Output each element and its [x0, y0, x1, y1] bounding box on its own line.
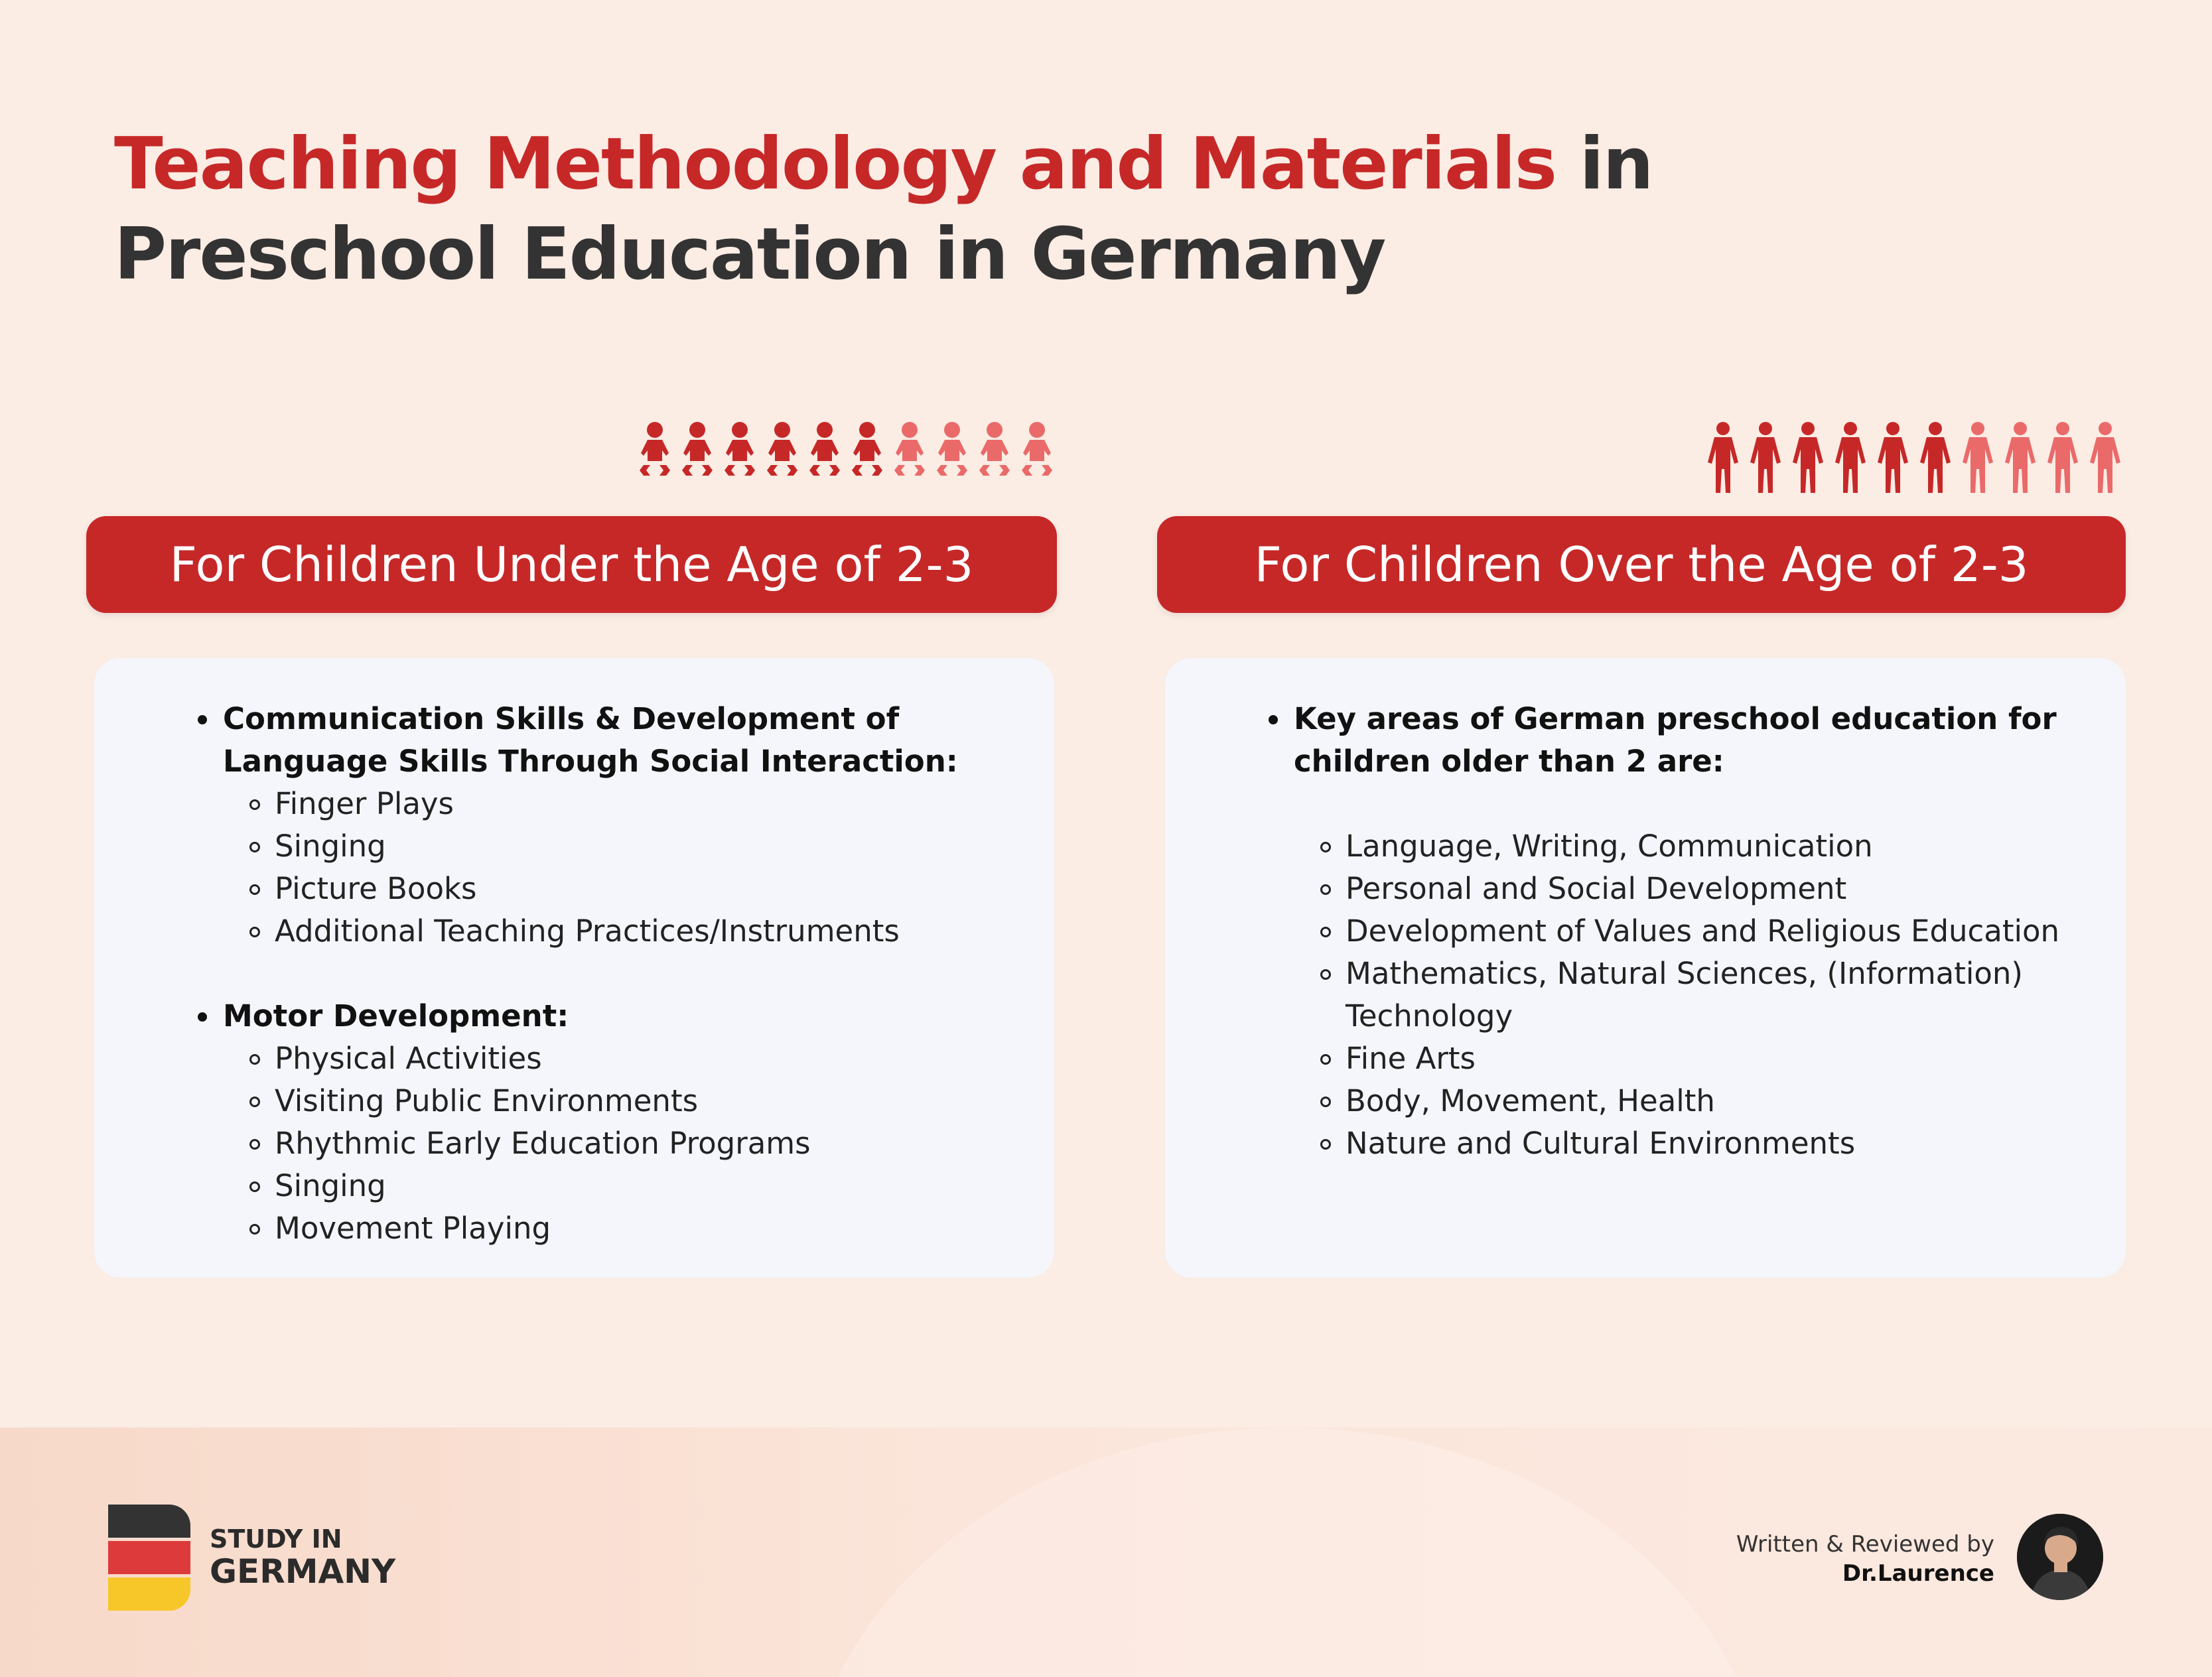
- list-item: Singing: [134, 1165, 1014, 1207]
- card-over-age: [1165, 658, 2126, 1278]
- bullet-circle: [249, 884, 260, 895]
- baby-icon: [1022, 422, 1052, 476]
- list-item: Visiting Public Environments: [134, 1080, 1014, 1122]
- baby-icon: [640, 422, 670, 476]
- card-under-age: [94, 658, 1054, 1278]
- list-item: Personal and Social Development: [1205, 868, 2086, 910]
- baby-icon: [894, 422, 925, 476]
- person-icon: [1963, 422, 1993, 493]
- author-name: Dr.Laurence: [1842, 1560, 1994, 1587]
- bullet-circle: [249, 927, 260, 937]
- baby-icon: [852, 422, 882, 476]
- header-under-age-label: For Children Under the Age of 2-3: [169, 537, 974, 592]
- bullet-circle: [249, 1054, 260, 1065]
- baby-icon-row: [636, 421, 1060, 501]
- person-icon: [2005, 422, 2036, 493]
- study-in-germany-logo-icon: [108, 1505, 190, 1611]
- baby-icons: [636, 421, 1060, 488]
- title-accent: Teaching Methodology and Materials: [114, 123, 1556, 206]
- avatar: [2017, 1514, 2103, 1600]
- header-over-age-label: For Children Over the Age of 2-3: [1254, 537, 2029, 592]
- person-icon: [1878, 422, 1908, 493]
- list-item: Development of Values and Religious Education: [1205, 910, 2086, 953]
- baby-icon: [767, 422, 797, 476]
- bullet-dot: [198, 1012, 207, 1022]
- bullet-dot: [198, 715, 207, 724]
- bullet-circle: [1320, 1139, 1331, 1150]
- bullet-dot: [1269, 715, 1278, 724]
- header-under-age: [86, 516, 1057, 613]
- baby-icon: [937, 422, 967, 476]
- list-item: Body, Movement, Health: [1205, 1080, 2086, 1122]
- baby-icon: [682, 422, 713, 476]
- person-icon: [1920, 422, 1951, 493]
- section-heading-text: Communication Skills & Development of Language Skills Through Social Interaction:: [223, 701, 958, 779]
- list-item: Language, Writing, Communication: [1205, 825, 2086, 868]
- person-icon: [2090, 422, 2120, 493]
- brand-line2: GERMANY: [210, 1552, 396, 1591]
- bullet-circle: [1320, 1054, 1331, 1065]
- baby-icon: [979, 422, 1010, 476]
- section-heading: [134, 995, 1014, 1038]
- bullet-circle: [249, 842, 260, 852]
- bullet-circle: [249, 1139, 260, 1150]
- bullet-circle: [1320, 842, 1331, 852]
- list-item: Fine Arts: [1205, 1038, 2086, 1080]
- person-icon: [2047, 422, 2078, 493]
- list-item: Singing: [134, 825, 1014, 868]
- page-title: [114, 119, 2038, 300]
- sub-list: [134, 1038, 1014, 1250]
- bullet-circle: [249, 799, 260, 810]
- bullet-circle: [249, 1097, 260, 1107]
- person-icons: [1704, 421, 2128, 498]
- list-item: Rhythmic Early Education Programs: [134, 1122, 1014, 1165]
- person-icon: [1750, 422, 1781, 493]
- sub-list: [134, 783, 1014, 953]
- person-icon-row: [1704, 421, 2128, 501]
- list-item: Movement Playing: [134, 1207, 1014, 1250]
- section-heading-text: Key areas of German preschool education for children older than 2 are:: [1294, 701, 2057, 779]
- list-item: Nature and Cultural Environments: [1205, 1122, 2086, 1165]
- person-icon: [1793, 422, 1823, 493]
- section-motor: [134, 995, 1014, 1250]
- author-avatar-icon: [2017, 1514, 2103, 1600]
- bullet-circle: [1320, 884, 1331, 895]
- section-heading: [1205, 698, 2086, 783]
- section-heading-text: Motor Development:: [223, 998, 569, 1034]
- list-item: Additional Teaching Practices/Instruments: [134, 910, 1014, 953]
- written-by-label: Written & Reviewed by: [1736, 1531, 1994, 1558]
- sub-list: [1205, 825, 2086, 1165]
- title-rest: in Preschool Education in Germany: [114, 123, 1653, 296]
- baby-icon: [725, 422, 755, 476]
- bullet-circle: [1320, 1097, 1331, 1107]
- bullet-circle: [249, 1224, 260, 1235]
- list-item: Physical Activities: [134, 1038, 1014, 1080]
- brand-line1: STUDY IN: [210, 1524, 342, 1554]
- section-communication: [134, 698, 1014, 953]
- person-icon: [1835, 422, 1866, 493]
- bullet-circle: [249, 1181, 260, 1192]
- spacer: [1205, 783, 2086, 825]
- header-over-age: [1157, 516, 2126, 613]
- bullet-circle: [1320, 969, 1331, 980]
- list-item: Mathematics, Natural Sciences, (Information) Technology: [1205, 953, 2086, 1038]
- list-item: Picture Books: [134, 868, 1014, 910]
- baby-icon: [809, 422, 840, 476]
- bullet-circle: [1320, 927, 1331, 937]
- person-icon: [1708, 422, 1738, 493]
- list-item: Finger Plays: [134, 783, 1014, 825]
- section-heading: [134, 698, 1014, 783]
